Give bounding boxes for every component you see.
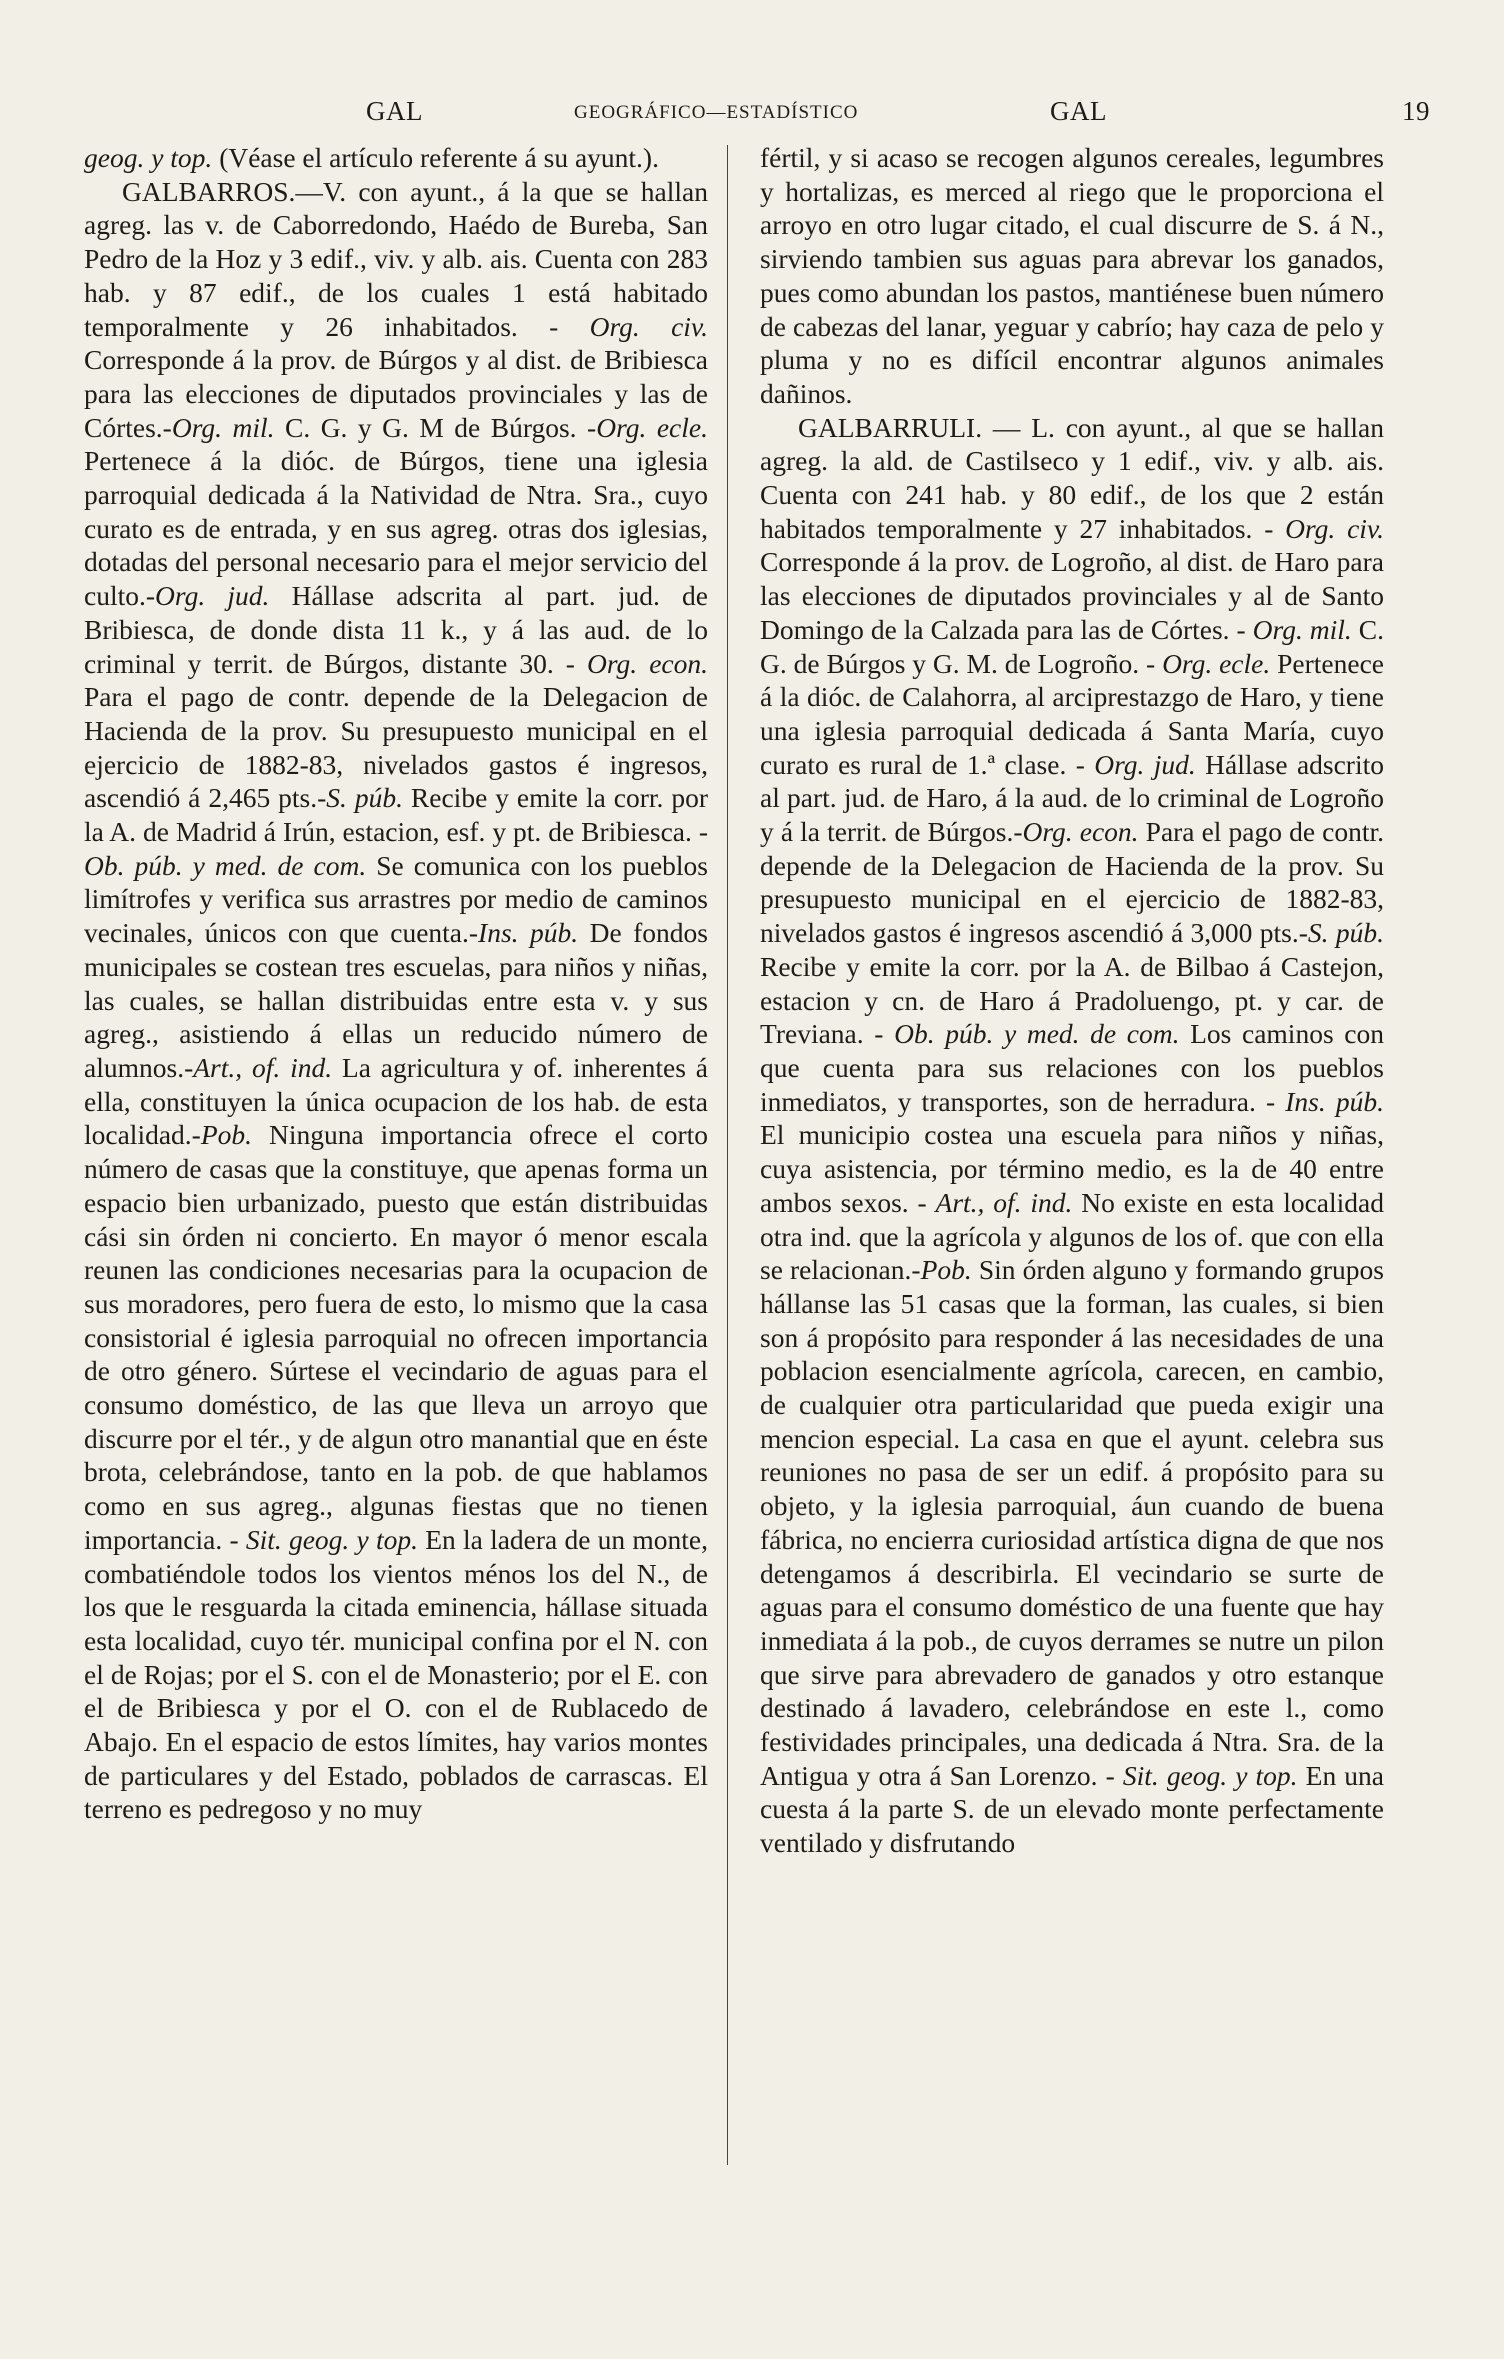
- paragraph-text: Sin órden alguno y formando grupos hállanse las 51 casas que la forman, las cuales, si bien son á propósito para responder á las necesidades de una poblacion esencialmente agrícola, carecen, en cambio, de cualquier otra particularidad que pueda exigir una mencion especial. La casa en que el ayunt. celebra sus reuniones no pasa de ser un edif. á propósito para su objeto, y la iglesia parroquial, áun cuando de buena fábrica, no encierra curiosidad artística digna de que nos detengamos á describirla. El vecindario se surte de aguas para el consumo doméstico de una fuente que hay inmediata á la pob., de cuyos derrames se nutre un pilon que sirve para abrevadero de ganados y otro estanque destinado á lavadero, celebrándose en este l., como festividades principales, una dedicada á Ntra. Sra. de la Antigua y otra á San Lorenzo. -: [760, 1254, 1385, 1791]
- section-heading: S. púb.: [1307, 917, 1384, 949]
- paragraph-text: C. G. de Búrgos y G. M. de Logroño. -: [760, 613, 1385, 679]
- header-center-title: GEOGRÁFICO—ESTADÍSTICO: [574, 102, 859, 123]
- section-heading: Org. ecle.: [596, 411, 708, 443]
- section-heading: Art., of. ind.: [935, 1186, 1073, 1218]
- paragraph-text: La agricultura y of. inherentes á ella, constituyen la única ocupacion de los hab. de esta localidad.-: [84, 1051, 708, 1151]
- section-heading: Sit. geog. y top.: [1122, 1759, 1298, 1791]
- section-heading: geog. y top.: [84, 142, 213, 173]
- section-heading: S. púb.: [326, 782, 403, 814]
- header-right-word: GAL: [1050, 96, 1107, 126]
- section-heading: Org. jud.: [1094, 748, 1196, 780]
- section-heading: Org. econ.: [1022, 816, 1139, 848]
- section-heading: Org. civ.: [589, 310, 708, 342]
- paragraph-text: Se comunica con los pueblos limítrofes y verifica sus arrastres por medio de caminos vecinales, únicos con que cuenta.-: [84, 849, 708, 949]
- paragraph-text: fértil, y si acaso se recogen algunos cereales, legumbres y hortalizas, es merced al riego que le proporciona el arroyo en otro lugar citado, el cual discurre de S. á N., sirviendo tambien sus aguas para abrevar los ganados, pues como abundan los pastos, mantiénese buen número de cabezas del lanar, yeguar y cabrío; hay caza de pelo y pluma y no es difícil encontrar algunos animales dañinos.: [760, 142, 1384, 409]
- page-number: 19: [1402, 96, 1430, 126]
- column-divider: [727, 145, 728, 2165]
- section-heading: Org. econ.: [586, 647, 708, 679]
- section-heading: Pob.: [920, 1254, 972, 1286]
- paragraph-text: Recibe y emite la corr. por la A. de Bilbao á Castejon, estacion y cn. de Haro á Pradoluengo, pt. y car. de Treviana. -: [760, 950, 1384, 1050]
- paragraph-continuation: [84, 141, 708, 175]
- section-heading: Art., of. ind.: [193, 1051, 333, 1083]
- section-heading: Org. mil.: [171, 411, 275, 443]
- paragraph-text: En una cuesta á la parte S. de un elevado monte perfectamente ventilado y disfrutando: [760, 1759, 1384, 1859]
- paragraph-text: Ninguna importancia ofrece el corto número de casas que la constituye, que apenas forma un espacio bien urbanizado, puesto que están distribuidas cási sin órden ni concierto. En mayor ó menor escala reunen las condiciones necesarias para la ocupacion de sus moradores, pero fuera de esto, lo mismo que la casa consistorial é iglesia parroquial no ofrecen importancia de otro género. Súrtese el vecindario de aguas para el consumo doméstico, de las que lleva un arroyo que discurre por el tér., y de algun otro manantial que en éste brota, celebrándose, tanto en la pob. de que hablamos como en sus agreg., algunas fiestas que no tienen importancia. -: [84, 1119, 708, 1555]
- paragraph-text: No existe en esta localidad otra ind. que la agrícola y algunos de los of. que con ella se relacionan.-: [760, 1186, 1384, 1286]
- section-heading: Org. jud.: [155, 580, 270, 612]
- paragraph-text: Hállase adscrita al part. jud. de Bribiesca, de donde dista 11 k., y á las aud. de lo criminal y territ. de Búrgos, distante 30. -: [84, 580, 709, 679]
- paragraph-text: Corresponde á la prov. de Búrgos y al dist. de Bribiesca para las elecciones de diputados provinciales y las de Córtes.-: [84, 344, 708, 443]
- right-column: [760, 141, 1384, 1860]
- paragraph-text: Los caminos con que cuenta para sus relaciones con los pueblos inmediatos, y transportes, son de herradura. -: [760, 1018, 1385, 1117]
- section-heading: Ins. púb.: [1285, 1085, 1384, 1117]
- entry-galbarros: [84, 175, 708, 1826]
- paragraph-text: El municipio costea una escuela para niños y niñas, cuya asistencia, por término medio, es la de 40 entre ambos sexos. -: [760, 1119, 1384, 1218]
- section-heading: Org. civ.: [1285, 512, 1384, 544]
- header-left-word: GAL: [366, 96, 423, 126]
- paragraph-text: Para el pago de contr. depende de la Delegacion de Hacienda de la prov. Su presupuesto municipal en el ejercicio de 1882-83, nivelados gastos é ingresos, ascendió á 2,465 pts.-: [84, 681, 708, 814]
- paragraph-text: C. G. y G. M de Búrgos. -: [274, 411, 597, 443]
- paragraph-text: Para el pago de contr. depende de la Delegacion de Hacienda de la prov. Su presupuesto municipal en el ejercicio de 1882-83, nivelados gastos é ingresos ascendió á 3,000 pts.-: [760, 816, 1384, 949]
- section-heading: Ob. púb. y med. de com.: [894, 1018, 1180, 1050]
- paragraph-continuation: [760, 141, 1384, 411]
- section-heading: Org. ecle.: [1162, 647, 1271, 679]
- paragraph-text: Recibe y emite la corr. por la A. de Madrid á Irún, estacion, esf. y pt. de Bribiesca. -: [84, 782, 708, 848]
- paragraph-text: De fondos municipales se costean tres escuelas, para niños y niñas, las cuales, se hallan distribuidas entre esta v. y sus agreg., asistiendo á ellas un reducido número de alumnos.-: [84, 917, 708, 1083]
- entry-galbarruli: [760, 411, 1384, 1860]
- section-heading: Ins. púb.: [478, 917, 579, 949]
- paragraph-text: Pertenece á la dióc. de Búrgos, tiene una iglesia parroquial dedicada á la Natividad de Ntra. Sra., cuyo curato es de entrada, y en sus agreg. otras dos iglesias, dotadas del personal necesario para el mejor servicio del culto.-: [84, 445, 708, 612]
- paragraph-text: Corresponde á la prov. de Logroño, al dist. de Haro para las elecciones de diputados provinciales y al de Santo Domingo de la Calzada para las de Córtes. -: [760, 546, 1384, 645]
- paragraph-text: GALBARROS.—V. con ayunt., á la que se hallan agreg. las v. de Caborredondo, Haédo de Bureba, San Pedro de la Hoz y 3 edif., viv. y alb. ais. Cuenta con 283 hab. y 87 edif., de los cuales 1 está habitado temporalmente y 26 inhabitados. -: [84, 175, 708, 342]
- paragraph-text: GALBARRULI. — L. con ayunt., al que se hallan agreg. la ald. de Castilseco y 1 edif., viv. y alb. ais. Cuenta con 241 hab. y 80 edif., de los que 2 están habitados temporalmente y 27 inhabitados. -: [760, 411, 1384, 544]
- left-column: [84, 141, 708, 1826]
- paragraph-text: Hállase adscrito al part. jud. de Haro, á la aud. de lo criminal de Logroño y á la territ. de Búrgos.-: [760, 748, 1384, 848]
- paragraph-text: En la ladera de un monte, combatiéndole todos los vientos ménos los del N., de los que le resguarda la citada eminencia, hállase situada esta localidad, cuyo tér. municipal confina por el N. con el de Rojas; por el S. con el de Monasterio; por el E. con el de Bribiesca y por el O. con el de Rublacedo de Abajo. En el espacio de estos límites, hay varios montes de particulares y del Estado, poblados de carrascas. El terreno es pedregoso y no muy: [84, 1523, 708, 1825]
- section-heading: Pob.: [200, 1119, 253, 1151]
- section-heading: Ob. púb. y med. de com.: [84, 849, 367, 881]
- paragraph-text: Pertenece á la dióc. de Calahorra, al arciprestazgo de Haro, y tiene una iglesia parroquial dedicada á Santa María, cuyo curato es rural de 1.ª clase. -: [760, 647, 1384, 780]
- paragraph-text: (Véase el artículo referente á su ayunt.).: [212, 142, 659, 173]
- section-heading: Org. mil.: [1252, 613, 1352, 645]
- running-head: [84, 96, 1430, 136]
- section-heading: Sit. geog. y top.: [245, 1523, 418, 1555]
